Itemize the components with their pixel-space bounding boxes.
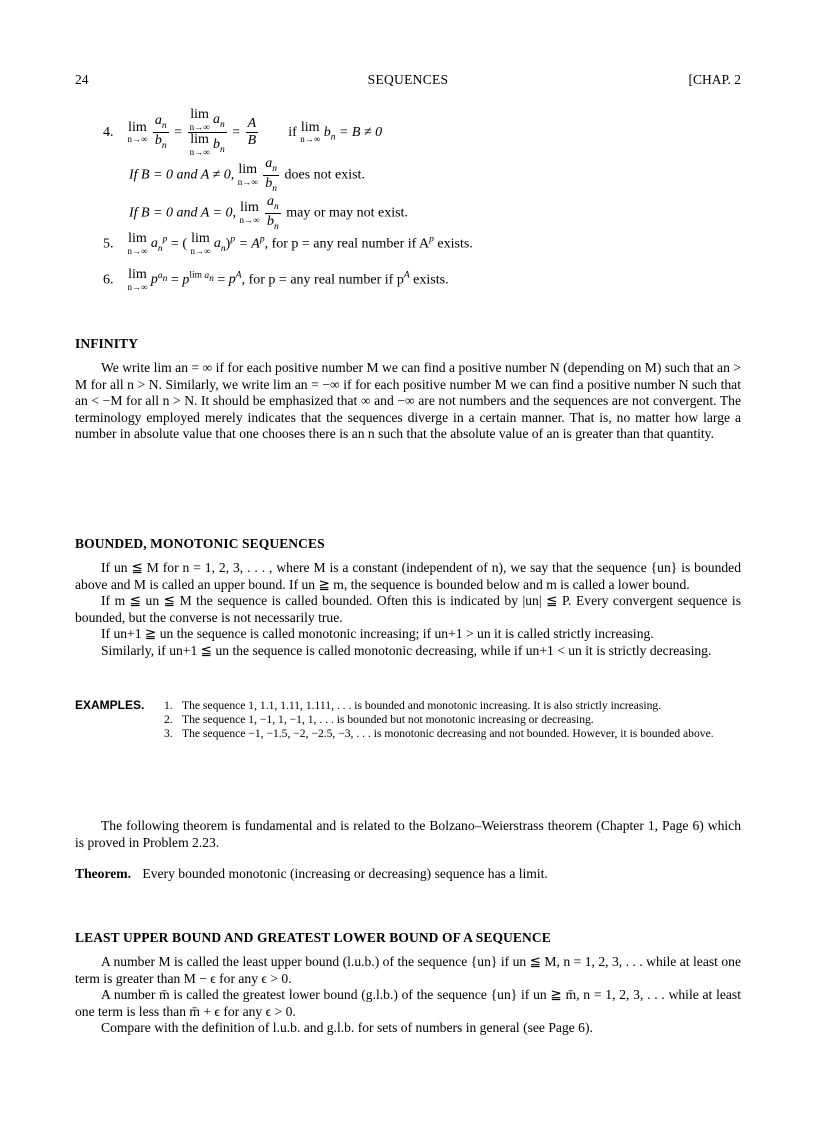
formula-4: 4. lim n→∞ $\frac{a_n}{b_n}$ = lim n→∞ $a_n$ lim n→∞ $b_n$ = $\frac{A}{B}$ if lim n→∞ $b_n = B \ne 0$ — [103, 107, 383, 157]
lub-paragraphs — [75, 954, 741, 1037]
example-item: 3. The sequence −1, −1.5, −2, −2.5, −3, . . . is monotonic decreasing and not bounded. However, it is bounded above. — [164, 727, 714, 741]
lub-p2: A number m̄ is called the greatest lower bound (g.l.b.) of the sequence {un} if un ≧ m̄, n = 1, 2, 3, . . . while at least one term is less than m̄ + ϵ for any ϵ > 0. — [75, 987, 741, 1019]
fraction-of-limits: lim n→∞ $a_n$ lim n→∞ $b_n$ — [189, 107, 225, 157]
fraction: $\frac{a_n}{b_n}$ — [154, 113, 167, 151]
running-title: SEQUENCES — [367, 72, 449, 87]
infinity-paragraph: We write lim an = ∞ if for each positive number M we can find a positive number N (depending on M) such that an > M for all n > N. Similarly, we write lim an = −∞ if for each positive number M we can find a positive number N such that an < −M for all n > N. It should be emphasized that ∞ and −∞ are not numbers and the sequences are not convergent. The terminology employed merely indicates that the sequences diverge in a certain manner. That is, no matter how large a number in absolute value that one chooses there is an n such that the absolute value of an is greater than that quantity. — [75, 360, 741, 442]
formula-5: 5. lim n→∞ $a_n^p$ = ( lim n→∞ $a_n)^p = A^p$, for p = any real number if $A^p$ exists. — [103, 231, 473, 256]
theorem — [75, 866, 548, 882]
fraction-a-over-b: $\frac{A}{B}$ — [247, 116, 257, 149]
example-item: 2. The sequence 1, −1, 1, −1, 1, . . . is bounded but not monotonic increasing or decreasing. — [164, 713, 594, 727]
bounded-p2: If m ≦ un ≦ M the sequence is called bounded. Often this is indicated by |un| ≦ P. Every convergent sequence is bounded, but the converse is not necessarily true. — [75, 593, 741, 625]
examples-label: EXAMPLES. — [75, 698, 145, 712]
formula-4-case-2: If B = 0 and A = 0, lim n→∞ $\frac{a_n}{b_n}$ may or may not exist. — [129, 194, 408, 232]
section-heading-bounded: BOUNDED, MONOTONIC SEQUENCES — [75, 536, 325, 551]
lub-p1: A number M is called the least upper bound (l.u.b.) of the sequence {un} if un ≦ M, n = 1, 2, 3, . . . while at least one term is greater than M − ϵ for any ϵ > 0. — [75, 954, 741, 986]
chapter-label: [CHAP. 2 — [688, 72, 741, 87]
theorem-label: Theorem. — [75, 866, 132, 881]
formula-6: 6. lim n→∞ $p^{a_n} = p^{lim a_n} = p^A$, for p = any real number if $p^A$ exists. — [103, 267, 449, 292]
formula-4-condition-rhs: = B ≠ 0 — [338, 124, 383, 140]
examples-list — [164, 699, 741, 742]
lub-p3: Compare with the definition of l.u.b. and g.l.b. for sets of numbers in general (see Page 6). — [101, 1020, 593, 1036]
page-number: 24 — [75, 72, 89, 87]
theorem-text: Every bounded monotonic (increasing or decreasing) sequence has a limit. — [142, 866, 548, 881]
bounded-p1: If un ≦ M for n = 1, 2, 3, . . . , where M is a constant (independent of n), we say that the sequence {un} is bounded above and M is called an upper bound. If un ≧ m, the sequence is bounded below and m is called a lower bound. — [75, 560, 741, 592]
bounded-p4: Similarly, if un+1 ≦ un the sequence is called monotonic decreasing, while if un+1 < un it is strictly decreasing. — [101, 642, 712, 658]
bolzano-paragraph: The following theorem is fundamental and is related to the Bolzano–Weierstrass theorem (Chapter 1, Page 6) which is proved in Problem 2.23. — [75, 818, 741, 850]
example-item: 1. The sequence 1, 1.1, 1.11, 1.111, . . . is bounded and monotonic increasing. It is also strictly increasing. — [164, 699, 662, 712]
bounded-p3: If un+1 ≧ un the sequence is called monotonic increasing; if un+1 > un it is called strictly increasing. — [101, 626, 654, 642]
section-heading-lub: LEAST UPPER BOUND AND GREATEST LOWER BOUND OF A SEQUENCE — [75, 930, 551, 945]
formula-4-condition: if — [288, 124, 297, 140]
formula-4-label: 4. — [103, 124, 114, 140]
formula-4-case-1: If B = 0 and A ≠ 0, lim n→∞ $\frac{a_n}{b_n}$ does not exist. — [129, 156, 365, 194]
bounded-paragraphs — [75, 560, 741, 660]
section-heading-infinity: INFINITY — [75, 336, 139, 351]
lim-operator: lim n→∞ — [127, 119, 148, 145]
